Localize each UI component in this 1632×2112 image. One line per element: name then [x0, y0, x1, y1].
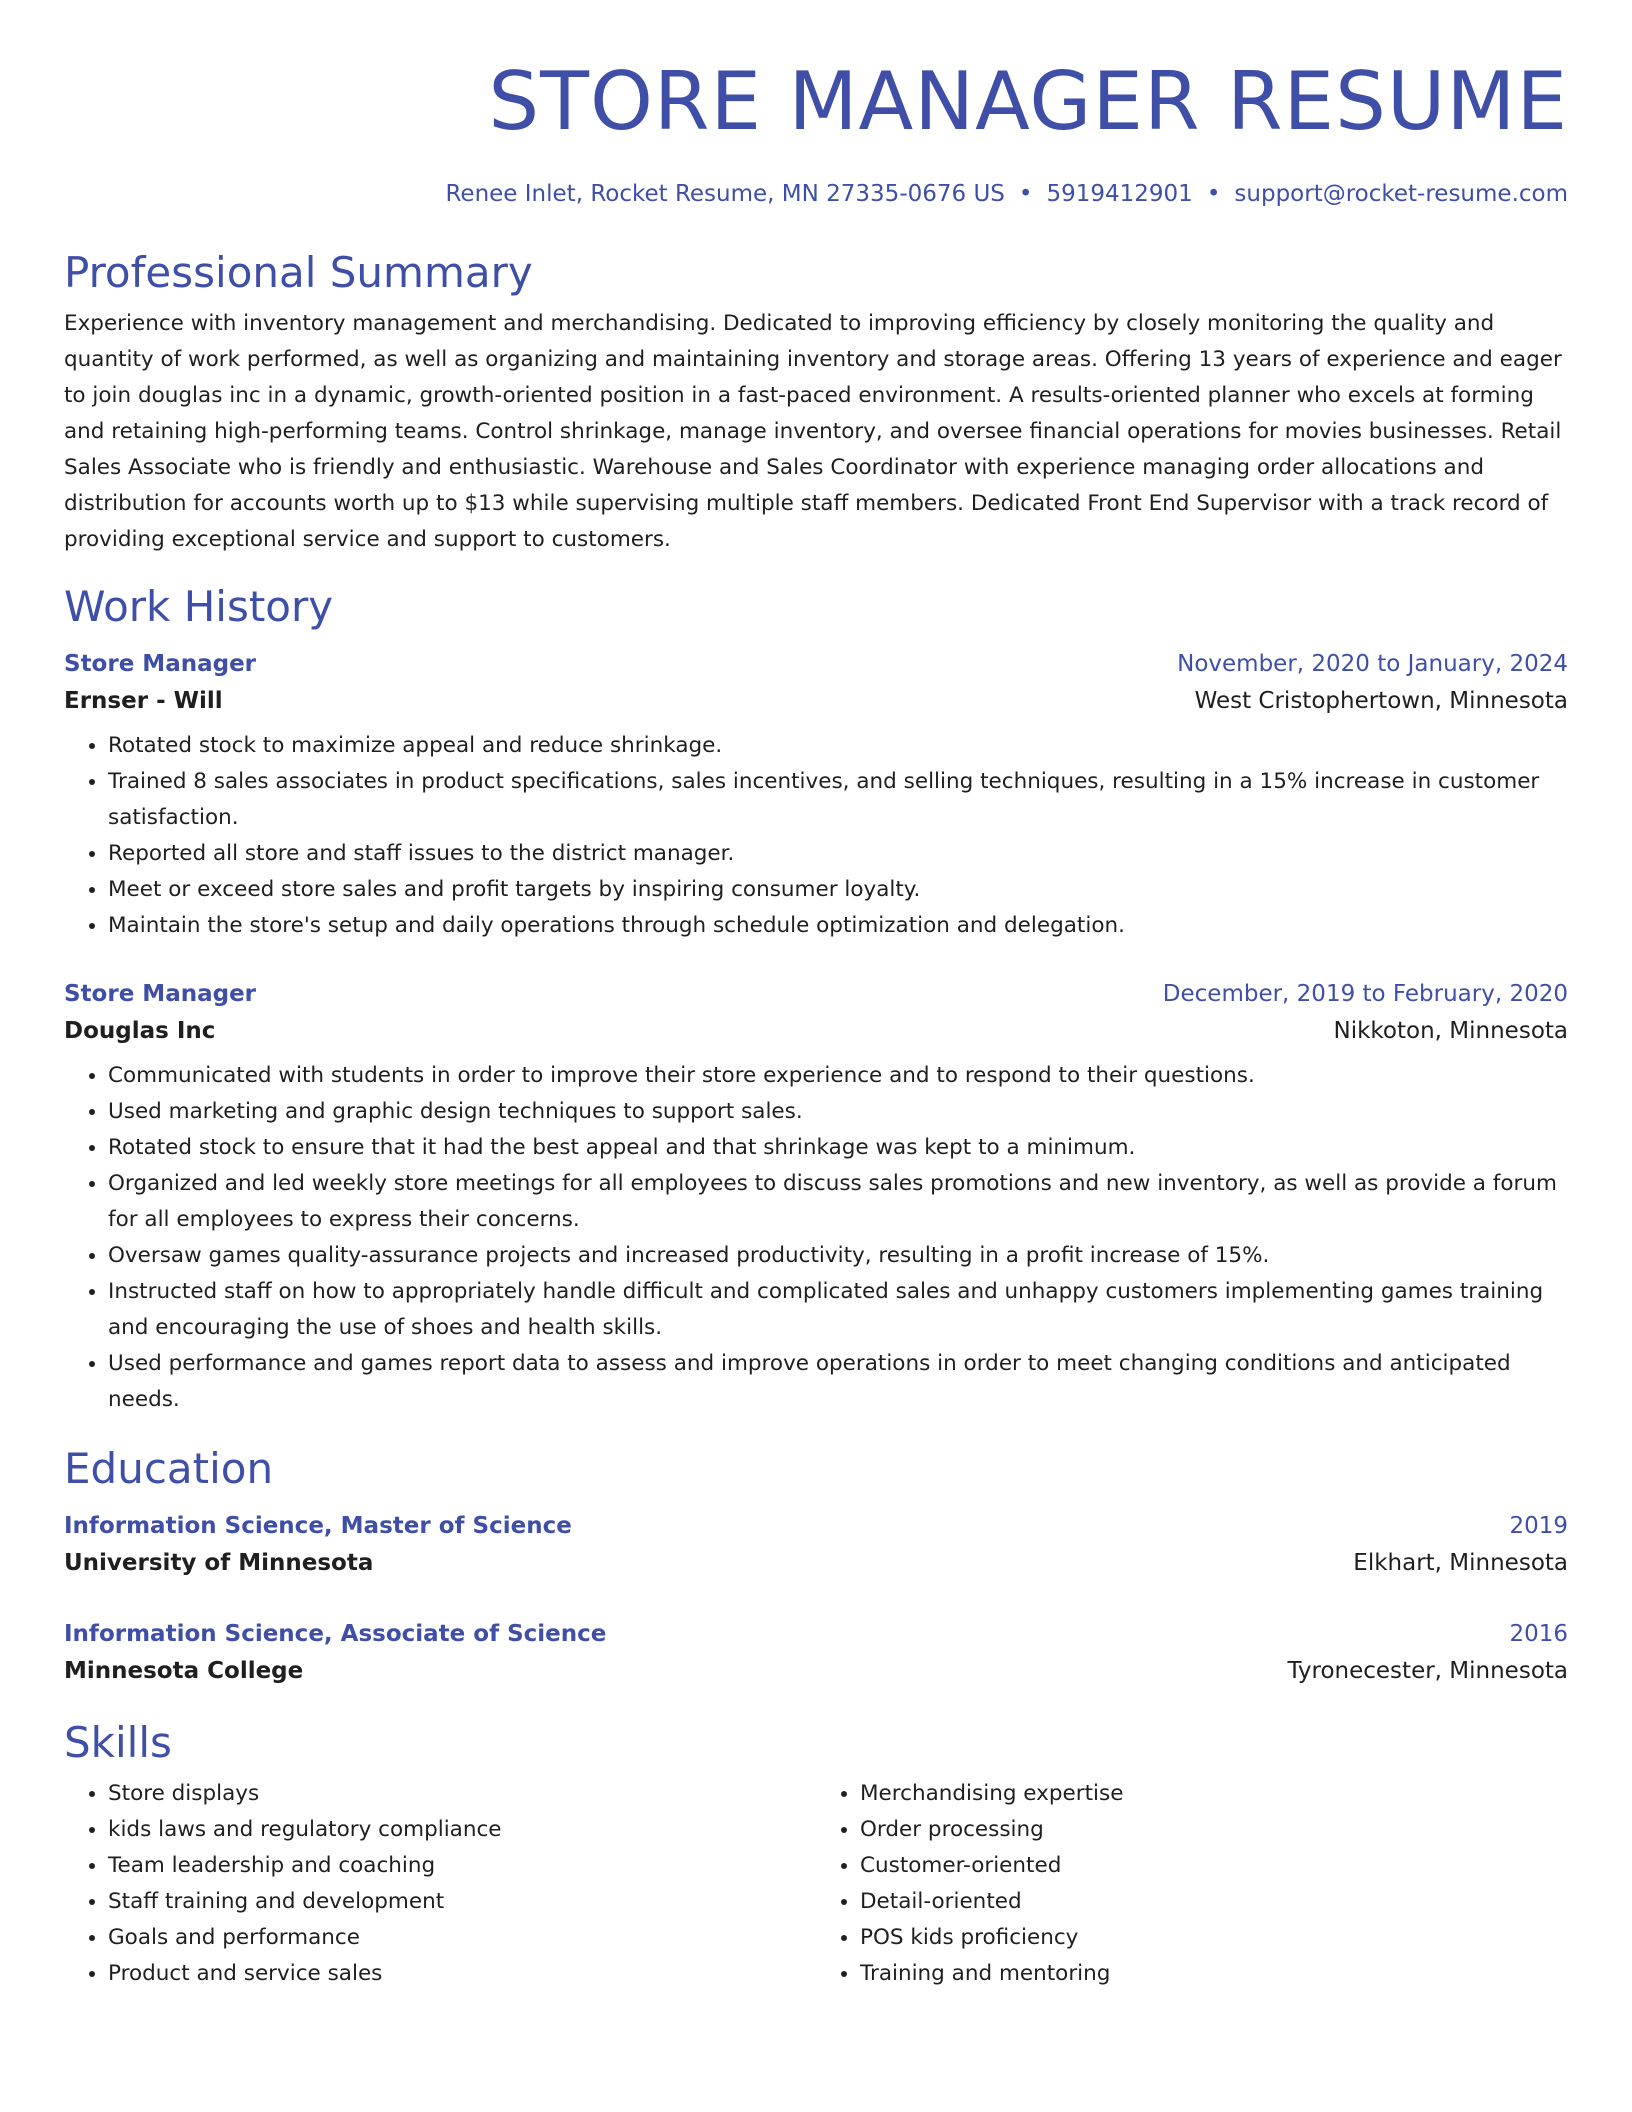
list-item: • Used performance and games report data to assess and improve operations in order to meet changing conditions and anticipated needs.	[108, 1346, 1568, 1418]
education-entry	[64, 1508, 1568, 1582]
skill-item: • POS kids proficiency	[860, 1920, 1568, 1956]
school-location: Tyronecester, Minnesota	[1287, 1658, 1568, 1684]
list-item: • Maintain the store's setup and daily operations through schedule optimization and delegation.	[108, 908, 1568, 944]
skill-item: • Merchandising expertise	[860, 1776, 1568, 1812]
skill-item: • Goals and performance	[108, 1920, 816, 1956]
contact-email[interactable]: support@rocket-resume.com	[1234, 181, 1568, 207]
school-location: Elkhart, Minnesota	[1353, 1550, 1568, 1576]
contact-address: Renee Inlet, Rocket Resume, MN 27335-0676 US	[445, 181, 1005, 207]
job-entry	[64, 646, 1568, 944]
skill-item: • Product and service sales	[108, 1956, 816, 1992]
skill-item: • Order processing	[860, 1812, 1568, 1848]
education-header	[64, 1616, 1568, 1652]
job-company: Ernser - Will	[64, 688, 223, 714]
job-entry	[64, 976, 1568, 1418]
job-location: Nikkoton, Minnesota	[1333, 1018, 1568, 1044]
job-title: Store Manager	[64, 981, 257, 1007]
contact-line	[64, 178, 1568, 210]
job-title: Store Manager	[64, 651, 257, 677]
school-name: Minnesota College	[64, 1658, 304, 1684]
list-item: • Used marketing and graphic design techniques to support sales.	[108, 1094, 1568, 1130]
summary-section	[64, 246, 1568, 558]
skills-list-right	[816, 1776, 1568, 1992]
job-header	[64, 646, 1568, 682]
job-dates: December, 2019 to February, 2020	[1162, 981, 1568, 1007]
job-header	[64, 976, 1568, 1012]
summary-heading: Professional Summary	[64, 248, 533, 297]
skill-item: • Store displays	[108, 1776, 816, 1812]
education-subheader	[64, 1652, 1568, 1690]
list-item: • Oversaw games quality-assurance projects and increased productivity, resulting in a profit increase of 15%.	[108, 1238, 1568, 1274]
education-header	[64, 1508, 1568, 1544]
contact-separator: •	[1206, 181, 1221, 207]
job-company: Douglas Inc	[64, 1018, 216, 1044]
skills-columns	[64, 1776, 1568, 1992]
job-dates: November, 2020 to January, 2024	[1177, 651, 1568, 677]
education-entry	[64, 1616, 1568, 1690]
skills-heading: Skills	[64, 1718, 172, 1767]
work-history-section	[64, 580, 1568, 1418]
list-item: • Trained 8 sales associates in product specifications, sales incentives, and selling techniques, resulting in a 15% increase in customer satisfaction.	[108, 764, 1568, 836]
skills-section	[64, 1716, 1568, 1992]
contact-phone: 5919412901	[1046, 181, 1193, 207]
list-item: • Communicated with students in order to improve their store experience and to respond to their questions.	[108, 1058, 1568, 1094]
list-item: • Rotated stock to ensure that it had the best appeal and that shrinkage was kept to a minimum.	[108, 1130, 1568, 1166]
graduation-year: 2016	[1509, 1621, 1568, 1647]
job-duties	[64, 1058, 1568, 1418]
job-location: West Cristophertown, Minnesota	[1194, 688, 1568, 714]
education-section	[64, 1442, 1568, 1690]
list-item: • Instructed staff on how to appropriately handle difficult and complicated sales and unhappy customers implementing games training and encouraging the use of shoes and health skills.	[108, 1274, 1568, 1346]
education-heading: Education	[64, 1444, 274, 1493]
education-subheader	[64, 1544, 1568, 1582]
work-history-heading: Work History	[64, 582, 334, 631]
list-item: • Rotated stock to maximize appeal and reduce shrinkage.	[108, 728, 1568, 764]
list-item: • Meet or exceed store sales and profit targets by inspiring consumer loyalty.	[108, 872, 1568, 908]
degree-title: Information Science, Associate of Science	[64, 1621, 607, 1647]
list-item: • Reported all store and staff issues to the district manager.	[108, 836, 1568, 872]
skill-item: • Detail-oriented	[860, 1884, 1568, 1920]
degree-title: Information Science, Master of Science	[64, 1513, 572, 1539]
summary-text: Experience with inventory management and merchandising. Dedicated to improving efficiency by closely monitoring the quality and quantity of work performed, as well as organizing and maintaining inventory and storage areas. Offering 13 years of experience and eager to join douglas inc in a dynamic, growth-oriented position in a fast-paced environment. A results-oriented planner who excels at forming and retaining high-performing teams. Control shrinkage, manage inventory, and oversee financial operations for movies businesses. Retail Sales Associate who is friendly and enthusiastic. Warehouse and Sales Coordinator with experience managing order allocations and distribution for accounts worth up to $13 while supervising multiple staff members. Dedicated Front End Supervisor with a track record of providing exceptional service and support to customers.	[64, 311, 1562, 552]
contact-separator: •	[1018, 181, 1033, 207]
skill-item: • Team leadership and coaching	[108, 1848, 816, 1884]
job-subheader	[64, 682, 1568, 720]
skill-item: • Staff training and development	[108, 1884, 816, 1920]
graduation-year: 2019	[1509, 1513, 1568, 1539]
skill-item: • kids laws and regulatory compliance	[108, 1812, 816, 1848]
job-subheader	[64, 1012, 1568, 1050]
skills-list-left	[64, 1776, 816, 1992]
resume-title: STORE MANAGER RESUME	[488, 55, 1568, 148]
skill-item: • Customer-oriented	[860, 1848, 1568, 1884]
school-name: University of Minnesota	[64, 1550, 374, 1576]
list-item: • Organized and led weekly store meetings for all employees to discuss sales promotions and new inventory, as well as provide a forum for all employees to express their concerns.	[108, 1166, 1568, 1238]
job-duties	[64, 728, 1568, 944]
skill-item: • Training and mentoring	[860, 1956, 1568, 1992]
